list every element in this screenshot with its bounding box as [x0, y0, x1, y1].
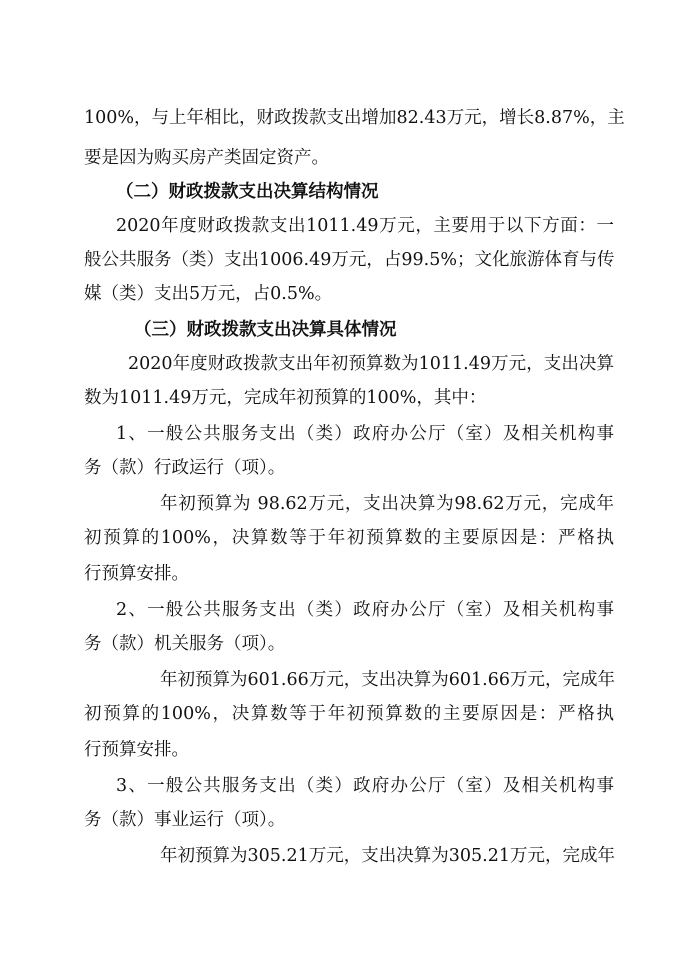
text-line-13: 初预算的100%，决算数等于年初预算数的主要原因是：严格执 — [84, 528, 614, 548]
text-line-19: 行预算安排。 — [84, 740, 189, 760]
text-line-10: 1、一般公共服务支出（类）政府办公厅（室）及相关机构事 — [116, 424, 614, 444]
text-line-11: 务（款）行政运行（项）。 — [84, 458, 286, 478]
text-line-5: 般公共服务（类）支出1006.49万元，占99.5%；文化旅游体育与传 — [84, 250, 615, 270]
section-heading-2: （二）财政拨款支出决算结构情况 — [116, 182, 379, 202]
text-line-12: 年初预算为 98.62万元，支出决算为98.62万元，完成年 — [160, 494, 614, 514]
text-line-17: 年初预算为601.66万元，支出决算为601.66万元，完成年 — [160, 670, 615, 690]
text-line-2: 要是因为购买房产类固定资产。 — [84, 148, 329, 168]
text-line-20: 3、一般公共服务支出（类）政府办公厅（室）及相关机构事 — [116, 776, 614, 796]
text-line-1: 100%，与上年相比，财政拨款支出增加82.43万元，增长8.87%，主 — [84, 108, 625, 128]
text-line-18: 初预算的100%，决算数等于年初预算数的主要原因是：严格执 — [84, 704, 614, 724]
text-line-14: 行预算安排。 — [84, 564, 189, 584]
section-heading-3: （三）财政拨款支出决算具体情况 — [134, 320, 397, 340]
text-line-9: 数为1011.49万元，完成年初预算的100%，其中： — [84, 388, 487, 408]
text-line-21: 务（款）事业运行（项）。 — [84, 810, 286, 830]
text-line-15: 2、一般公共服务支出（类）政府办公厅（室）及相关机构事 — [116, 600, 614, 620]
text-line-6: 媒（类）支出5万元，占0.5%。 — [84, 284, 333, 304]
text-line-4: 2020年度财政拨款支出1011.49万元，主要用于以下方面：一 — [116, 216, 614, 236]
text-line-8: 2020年度财政拨款支出年初预算数为1011.49万元，支出决算 — [128, 354, 614, 374]
text-line-22: 年初预算为305.21万元，支出决算为305.21万元，完成年 — [160, 846, 615, 866]
text-line-16: 务（款）机关服务（项）。 — [84, 634, 286, 654]
